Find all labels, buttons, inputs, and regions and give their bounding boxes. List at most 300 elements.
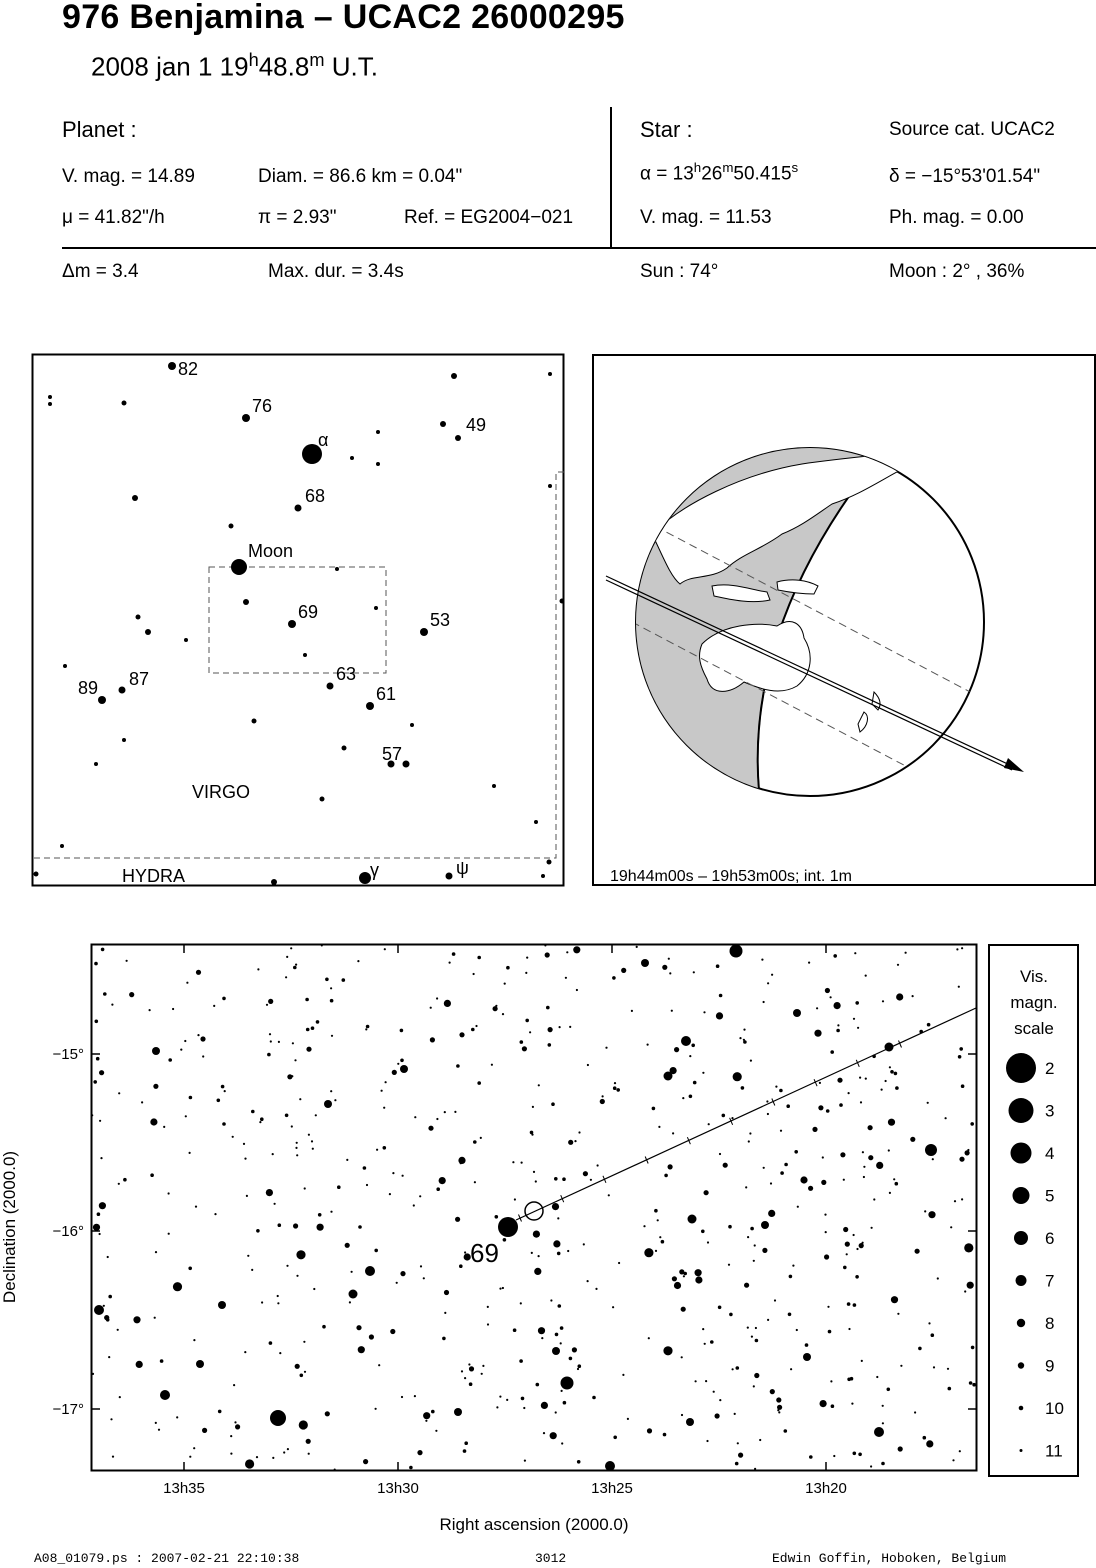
chart-star [136, 1361, 143, 1368]
chart-star [381, 1090, 383, 1092]
finder-star [342, 746, 347, 751]
finder-star [534, 820, 538, 824]
chart-star [819, 1082, 821, 1084]
planet-motion: μ = 41.82"/h [62, 207, 165, 228]
legend-title-line: scale [1014, 1019, 1054, 1038]
chart-star [334, 1099, 336, 1101]
chart-star [661, 1240, 665, 1244]
chart-star [303, 1341, 305, 1343]
chart-star [504, 983, 506, 985]
chart-star [826, 1109, 830, 1113]
globe-map [592, 354, 1096, 886]
finder-star [48, 402, 52, 406]
chart-star [126, 960, 128, 962]
chart-star [363, 1166, 367, 1170]
finder-label: 53 [430, 610, 451, 630]
chart-star [647, 1428, 652, 1433]
page-title: 976 Benjamina – UCAC2 26000295 [62, 0, 625, 36]
chart-star [834, 1002, 841, 1009]
chart-star [573, 946, 580, 953]
chart-star [129, 992, 134, 997]
chart-star [689, 1095, 693, 1099]
chart-star [745, 1186, 747, 1188]
chart-star [767, 1113, 769, 1115]
chart-star [895, 1086, 899, 1090]
chart-star [566, 951, 568, 953]
chart-star [847, 1302, 851, 1306]
chart-star [100, 1157, 102, 1159]
chart-star [293, 1223, 298, 1228]
chart-star [612, 976, 616, 980]
chart-star [499, 1396, 501, 1398]
max-duration: Max. dur. = 3.4s [268, 261, 404, 282]
chart-star [357, 960, 359, 962]
chart-star [728, 1264, 730, 1266]
chart-star [521, 1162, 523, 1164]
chart-star [865, 1078, 867, 1080]
chart-star [932, 1158, 934, 1160]
chart-star [948, 1387, 952, 1391]
chart-star [218, 1301, 226, 1309]
chart-star [763, 1001, 765, 1003]
chart-star [853, 1234, 855, 1236]
legend-label: 3 [1045, 1101, 1055, 1121]
chart-star [578, 1131, 580, 1133]
finder-star [252, 719, 257, 724]
chart-star [270, 1410, 286, 1426]
chart-star [463, 1449, 467, 1453]
chart-star [291, 1075, 293, 1077]
chart-star [189, 1096, 193, 1100]
chart-star [337, 1185, 341, 1189]
chart-star [232, 1136, 234, 1138]
chart-star [719, 1153, 721, 1155]
chart-star [196, 1360, 204, 1368]
chart-star [473, 973, 475, 975]
star-ra-prefix: α = 13 [640, 163, 694, 185]
chart-star [567, 1250, 569, 1252]
chart-star [525, 972, 527, 974]
chart-star [704, 1343, 706, 1345]
chart-star [959, 1047, 963, 1051]
finder-label: 69 [298, 602, 319, 622]
chart-star [845, 1242, 850, 1247]
chart-star [578, 1364, 582, 1368]
star-ra-m: m [722, 160, 734, 175]
legend-title-line: Vis. [1019, 967, 1049, 986]
chart-star [763, 1167, 765, 1169]
chart-star [641, 959, 649, 967]
chart-star [971, 1346, 975, 1350]
chart-star [154, 1317, 156, 1319]
finder-star [560, 599, 565, 604]
chart-star [117, 1329, 119, 1331]
chart-star [719, 1399, 721, 1401]
chart-star [531, 1134, 533, 1136]
target-star-label: 69 [470, 1238, 499, 1268]
chart-star [99, 1202, 106, 1209]
chart-star [825, 988, 830, 993]
chart-star [743, 1040, 747, 1044]
chart-star [972, 1383, 976, 1387]
chart-star [583, 1243, 585, 1245]
chart-star [853, 1303, 857, 1307]
chart-star [99, 1233, 101, 1235]
chart-star [961, 1084, 965, 1088]
chart-star [550, 1432, 557, 1439]
chart-star [728, 1225, 732, 1229]
chart-star [774, 1299, 776, 1301]
chart-star [561, 1442, 563, 1444]
legend-label: 7 [1045, 1271, 1055, 1291]
chart-star [959, 1450, 961, 1452]
legend-items [1006, 1053, 1064, 1461]
chart-star [548, 1043, 552, 1047]
finder-star [243, 599, 249, 605]
chart-star [233, 1384, 235, 1386]
constellation-boundary [34, 472, 564, 858]
chart-star [608, 1194, 610, 1196]
finder-label: ψ [456, 858, 469, 878]
chart-star [123, 1178, 127, 1182]
chart-star [365, 1028, 367, 1030]
chart-star [857, 1027, 859, 1029]
chart-star [731, 1117, 733, 1119]
finder-star [231, 559, 247, 575]
chart-star [739, 1037, 741, 1039]
chart-star [927, 1102, 929, 1104]
planet-header: Planet : [62, 117, 137, 142]
finder-star [455, 435, 461, 441]
chart-star [152, 1047, 160, 1055]
legend-label: 2 [1045, 1059, 1055, 1078]
chart-star [733, 1072, 742, 1081]
finder-star [168, 362, 176, 370]
chart-star [290, 947, 292, 949]
chart-star [576, 989, 578, 991]
chart-star [296, 1275, 298, 1277]
finder-star [60, 844, 64, 848]
chart-star [150, 1173, 154, 1177]
chart-star [778, 1411, 780, 1413]
finder-star [446, 873, 453, 880]
chart-star [346, 1159, 348, 1161]
chart-star [222, 997, 226, 1001]
planet-vmag: V. mag. = 14.89 [62, 166, 195, 187]
chart-star [325, 978, 329, 982]
chart-star [103, 1305, 105, 1307]
chart-star [744, 1283, 749, 1288]
chart-star [648, 1337, 650, 1339]
chart-star [260, 1117, 264, 1121]
chart-star [502, 1287, 504, 1289]
finder-star [350, 456, 354, 460]
chart-star [477, 956, 481, 960]
chart-star [868, 1155, 873, 1160]
finder-labels [78, 359, 486, 886]
chart-star [928, 1322, 930, 1324]
chart-star [824, 1254, 829, 1259]
chart-star [905, 952, 907, 954]
chart-star [735, 1462, 739, 1466]
chart-star [708, 1123, 710, 1125]
chart-star [112, 1456, 114, 1458]
chart-star [627, 1418, 629, 1420]
chart-star [541, 1337, 543, 1339]
finder-star [132, 495, 138, 501]
chart-star [747, 1327, 749, 1329]
chart-star [695, 1269, 702, 1276]
chart-star [790, 1368, 792, 1370]
chart-star [217, 1099, 221, 1103]
chart-star [423, 1412, 430, 1419]
chart-star [771, 974, 773, 976]
header-vertical-divider [610, 107, 612, 248]
chart-star [385, 1081, 387, 1083]
chart-star [794, 1150, 798, 1154]
chart-star [761, 1221, 769, 1229]
chart-star [808, 962, 810, 964]
chart-star [912, 995, 914, 997]
chart-star [520, 1040, 524, 1044]
chart-star [306, 1439, 311, 1444]
finder-label: Moon [248, 541, 294, 561]
chart-star [915, 1249, 920, 1254]
chart-star [558, 1304, 562, 1308]
chart-star [695, 1276, 702, 1283]
finder-label: 68 [305, 486, 326, 506]
chart-star [897, 964, 899, 966]
finder-star [366, 702, 374, 710]
chart-star [534, 1268, 541, 1275]
chart-star [213, 1005, 215, 1007]
legend-swatch [1013, 1187, 1030, 1204]
chart-star [592, 1396, 596, 1400]
chart-star [928, 1211, 935, 1218]
chart-star [533, 1171, 535, 1173]
chart-star [784, 1163, 788, 1167]
chart-star [487, 1306, 489, 1308]
chart-star [173, 1282, 182, 1291]
chart-star [425, 1420, 427, 1422]
chart-star [506, 1399, 508, 1401]
chart-star [970, 1122, 974, 1126]
chart-star [531, 1252, 533, 1254]
chart-star [691, 1044, 695, 1048]
finder-star [403, 761, 410, 768]
x-tick-label: 13h20 [805, 1480, 847, 1497]
chart-star [956, 948, 958, 950]
chart-star [119, 1396, 121, 1398]
chart-star [843, 1179, 845, 1181]
chart-star [664, 1174, 668, 1178]
chart-star [770, 1389, 775, 1394]
chart-star [417, 1450, 422, 1455]
chart-star [533, 1231, 540, 1238]
chart-star [474, 1181, 476, 1183]
chart-star [101, 948, 105, 952]
chart-star [896, 993, 903, 1000]
chart-star [295, 1147, 297, 1149]
finder-star [34, 872, 39, 877]
chart-star [452, 952, 456, 956]
chart-star [459, 1032, 464, 1037]
chart-star [286, 1265, 288, 1267]
chart-star [723, 1163, 728, 1168]
star-ra-s: s [791, 160, 799, 175]
chart-star [155, 1251, 157, 1253]
chart-star [520, 1302, 522, 1304]
chart-star [150, 1118, 157, 1125]
chart-star [108, 1295, 112, 1299]
chart-star [502, 1013, 504, 1015]
chart-star [855, 1275, 859, 1279]
chart-star [92, 1373, 94, 1375]
chart-star [681, 1036, 691, 1046]
star-ra-mid1: 26 [701, 163, 723, 185]
chart-star [99, 1120, 101, 1122]
chart-star [430, 1007, 432, 1009]
chart-star [383, 1146, 387, 1150]
chart-star [689, 1055, 691, 1057]
chart-star [428, 1126, 433, 1131]
finder-star [63, 664, 67, 668]
finder-star [548, 484, 552, 488]
chart-star [420, 1265, 422, 1267]
chart-star [158, 1429, 160, 1431]
chart-star [900, 1365, 902, 1367]
chart-star [304, 1371, 306, 1373]
chart-star [469, 1382, 473, 1386]
chart-star [149, 1009, 151, 1011]
chart-star [583, 1171, 588, 1176]
sun-elongation: Sun : 74° [640, 261, 719, 282]
finder-label: 87 [129, 669, 150, 689]
chart-star [705, 1380, 707, 1382]
finder-stars [34, 362, 565, 885]
chart-star [444, 1000, 451, 1007]
chart-star [674, 1047, 679, 1052]
chart-star [196, 970, 201, 975]
chart-star [741, 1086, 745, 1090]
chart-star [830, 1380, 832, 1382]
chart-star [299, 1420, 308, 1429]
chart-star [285, 976, 287, 978]
chart-star [854, 952, 856, 954]
chart-star [754, 1468, 756, 1470]
chart-star [618, 1262, 620, 1264]
chart-star [525, 1019, 529, 1023]
chart-star [891, 1296, 898, 1303]
chart-star [110, 1418, 112, 1420]
chart-star [631, 1010, 633, 1012]
chart-star [555, 1333, 559, 1337]
chart-star [93, 1224, 100, 1231]
chart-star [647, 1044, 649, 1046]
asteroid-position [525, 1202, 543, 1220]
legend-swatch [1017, 1319, 1025, 1327]
chart-star [514, 1198, 516, 1200]
chart-star [672, 1132, 674, 1134]
magnitude-legend [988, 944, 1080, 1478]
chart-star [363, 1459, 368, 1464]
chart-star [706, 1440, 708, 1442]
chart-star [444, 1111, 446, 1113]
chart-star [189, 1456, 191, 1458]
chart-star [614, 1082, 616, 1084]
chart-star [155, 1422, 157, 1424]
chart-star [193, 1447, 195, 1449]
chart-star [555, 1411, 557, 1413]
chart-star [600, 1099, 605, 1104]
chart-star [761, 959, 763, 961]
chart-star [218, 1410, 222, 1414]
chart-star [304, 1187, 306, 1189]
chart-star [703, 1011, 705, 1013]
chart-star [200, 1036, 205, 1041]
chart-star [473, 1140, 477, 1144]
chart-star [95, 1020, 99, 1024]
chart-star [876, 1162, 883, 1169]
finder-star [376, 462, 380, 466]
chart-star [885, 1080, 887, 1082]
chart-star [163, 1126, 165, 1128]
star-ra-h: h [693, 160, 702, 175]
chart-star [874, 1427, 884, 1437]
chart-star [750, 1060, 752, 1062]
legend-swatch [1020, 1449, 1023, 1452]
chart-star [389, 1193, 391, 1195]
chart-star [659, 1236, 661, 1238]
chart-star [296, 1142, 298, 1144]
planet-diameter: Diam. = 86.6 km = 0.04" [258, 166, 463, 187]
chart-star [256, 1229, 260, 1233]
chart-star [775, 1086, 777, 1088]
chart-star [189, 1152, 191, 1154]
finder-star [48, 395, 52, 399]
finder-label: 63 [336, 664, 357, 684]
chart-star [777, 1409, 779, 1411]
chart-star [317, 1224, 324, 1231]
chart-star [964, 1290, 966, 1292]
star-chart [0, 930, 1096, 1550]
chart-star [269, 1033, 271, 1035]
chart-star [495, 1215, 499, 1219]
chart-star [868, 1125, 873, 1130]
chart-star [873, 1198, 875, 1200]
chart-star [621, 968, 626, 973]
date-suffix: U.T. [324, 51, 378, 82]
chart-star [168, 1058, 172, 1062]
finder-star [184, 638, 188, 642]
chart-star [881, 1462, 885, 1466]
chart-star [730, 945, 743, 958]
chart-star [296, 1250, 305, 1259]
chart-star [193, 1339, 195, 1341]
chart-star [168, 1233, 170, 1235]
finder-star [548, 372, 552, 376]
chart-star [805, 1343, 809, 1347]
chart-star [305, 998, 309, 1002]
chart-star [313, 1288, 315, 1290]
chart-star [882, 1000, 884, 1002]
chart-star [818, 1105, 823, 1110]
chart-star [366, 1025, 370, 1029]
chart-star [141, 1101, 143, 1103]
chart-star [184, 1040, 186, 1042]
chart-star [644, 1248, 653, 1257]
chart-star [654, 1209, 658, 1213]
